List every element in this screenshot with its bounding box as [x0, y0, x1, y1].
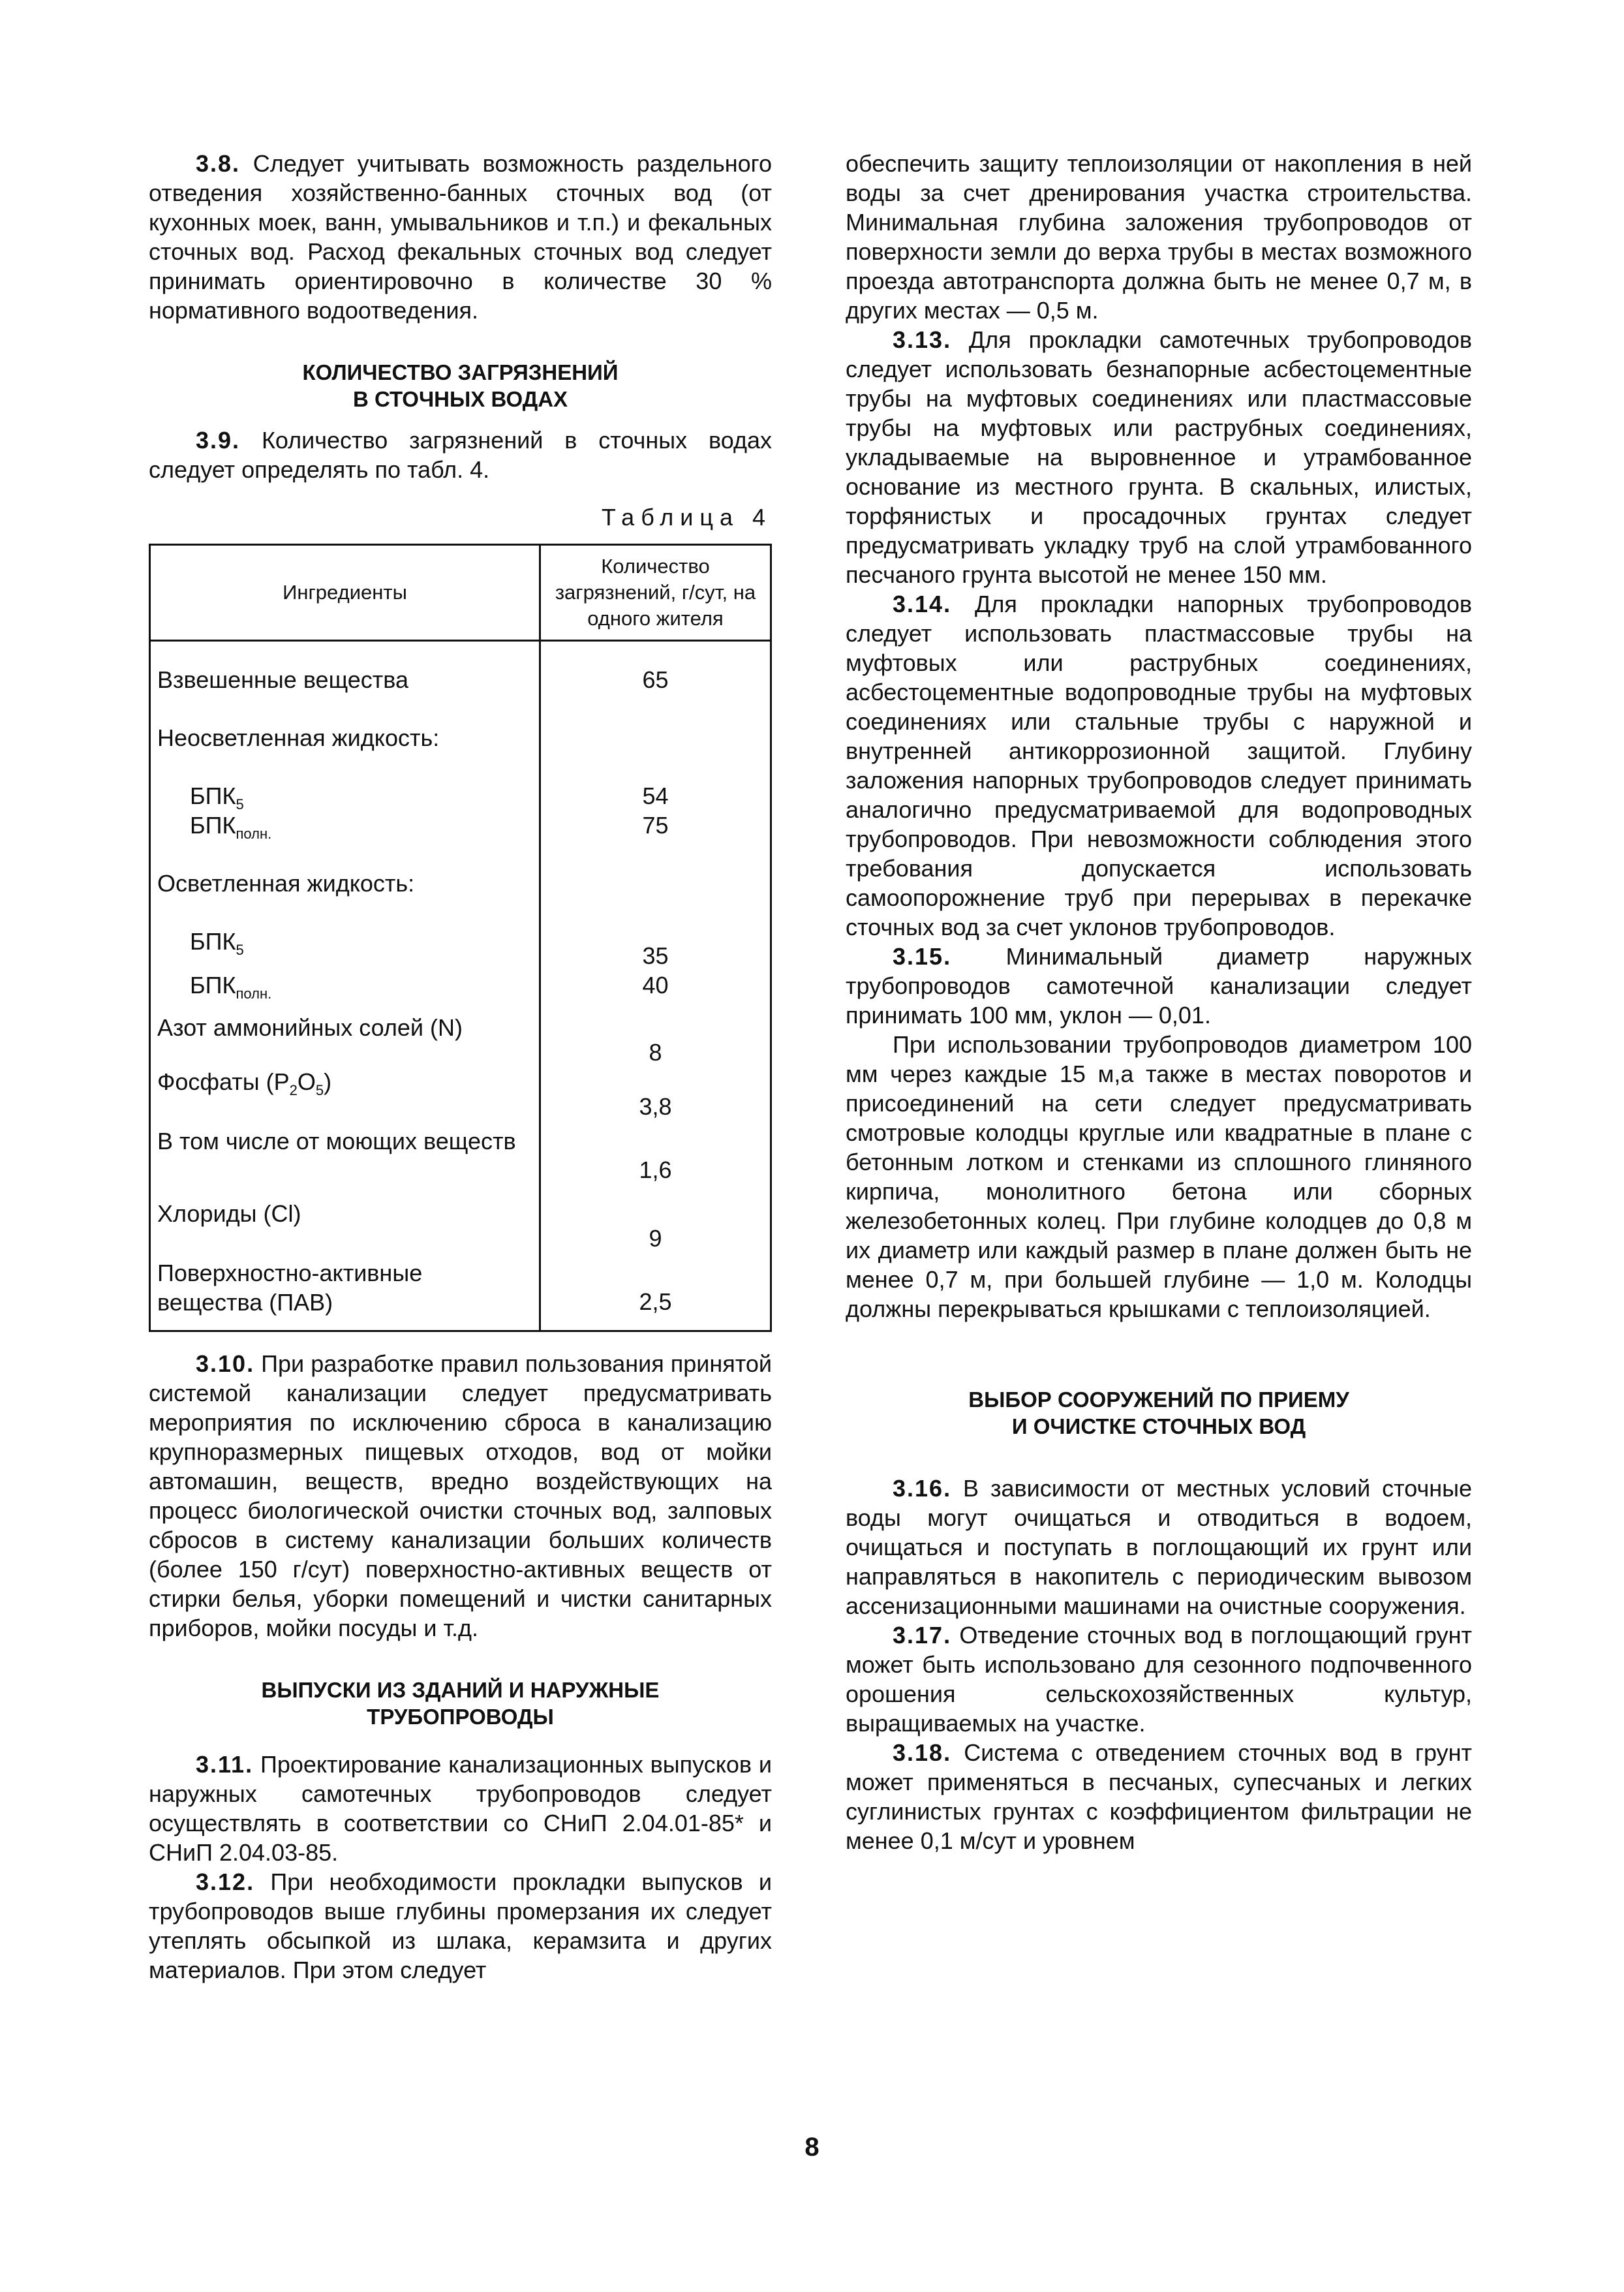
row-value: 9 [540, 1185, 771, 1253]
row-label: В том числе от моющих веществ [157, 1128, 516, 1154]
row-value: 8 [540, 1013, 771, 1067]
paragraph-3-15-b: При использовании трубопроводов диаметром 100 мм через каждые 15 м,а также в местах поворотов и присоединений на сети следует предусматривать смотровые колодцы круглые или квадратные в плане с бетонным лотком и стенками из сплошного глиняного кирпича, монолитного бетона или сборных железобетонных колец. При глубине колодцев до 0,8 м их диаметр или каждый размер в плане должен быть не менее 0,7 м, при большей глубине — 1,0 м. Колодцы должны перекрываться крышками с теплоизоляцией. [846, 1031, 1472, 1322]
clause-number: 3.12. [196, 1868, 255, 1895]
paragraph-text: Следует учитывать возможность раздельного отведения хозяйственно-банных сточных вод (от кухонных моек, ванн, умывальников и т.п.) и фекальных сточных вод. Расход фекальных сточных вод следует принимать ориентировочно в количестве 30 % нормативного водоотведения. [149, 150, 772, 324]
heading-line: КОЛИЧЕСТВО ЗАГРЯЗНЕНИЙ [302, 360, 619, 384]
heading-line: ВЫПУСКИ ИЗ ЗДАНИЙ И НАРУЖНЫЕ [261, 1678, 660, 1702]
paragraph-text: В зависимости от местных условий сточные воды могут очищаться и отводиться в водоем, очищаться и поступать в поглощающий их грунт или направляться в накопитель с периодическим вывозом ассенизационными машинами на очистные сооружения. [846, 1475, 1472, 1619]
left-column [149, 149, 772, 1985]
section-heading-facilities [846, 1386, 1472, 1440]
row-label: $БПК_5$ [190, 782, 244, 813]
paragraph-text: Система с отведением сточных вод в грунт может применяться в песчаных, супесчаных и легких суглинистых грунтах с коэффициентом фильтрации не менее 0,1 м/сут и уровнем [846, 1739, 1472, 1854]
table-row [150, 869, 771, 898]
table-4 [149, 544, 772, 1332]
table-row [150, 641, 771, 695]
heading-line: И ОЧИСТКЕ СТОЧНЫХ ВОД [1011, 1414, 1306, 1438]
paragraph-text: Для прокладки напорных трубопроводов следует использовать пластмассовые трубы на муфтовых или раструбных соединениях, асбестоцементные водопроводные трубы на муфтовых соединениях или стальные трубы с наружной и внутренней антикоррозионной защитой. Глубину заложения напорных трубопроводов следует принимать аналогично предусматриваемой для водопроводных трубопроводов. При невозможности соблюдения этого требования допускается использовать самоопорожнение труб при перерывах в перекачке сточных вод за счет уклонов трубопроводов. [846, 591, 1472, 940]
paragraph-3-12-continued: обеспечить защиту теплоизоляции от накопления в ней воды за счет дренирования участка строительства. Минимальная глубина заложения трубопроводов от поверхности земли до верха трубы в местах возможного проезда автотранспорта должна быть не менее 0,7 м, в других местах — 0,5 м. [846, 150, 1472, 324]
clause-number: 3.13. [893, 326, 952, 353]
clause-number: 3.17. [893, 1622, 952, 1649]
page-number: 8 [804, 2133, 820, 2161]
header-quantity: Количество загрязнений, г/сут, на одного жителя [540, 545, 771, 641]
clause-number: 3.18. [893, 1739, 952, 1766]
paragraph-3-17 [846, 1620, 1472, 1738]
row-label: Поверхностно-активные вещества (ПАВ) [157, 1260, 423, 1316]
table-row [150, 970, 771, 1000]
paragraph-text: Минимальный диаметр наружных трубопроводов самотечной канализации следует принимать 100 мм, уклон — 0,01. [846, 943, 1472, 1029]
table-row [150, 1253, 771, 1331]
paragraph-text: Количество загрязнений в сточных водах следует определять по табл. 4. [149, 427, 772, 483]
right-column [846, 149, 1472, 1855]
table-caption: Таблица 4 [601, 504, 772, 531]
row-label: Неосветленная жидкость: [157, 724, 440, 751]
row-label: $БПК_5$ [190, 928, 244, 958]
row-label: Хлориды (Cl) [157, 1200, 301, 1227]
table-row [150, 927, 771, 970]
row-value: 54 [540, 781, 771, 811]
row-label: Взвешенные вещества [157, 666, 409, 693]
table-row [150, 723, 771, 752]
clause-number: 3.16. [893, 1475, 952, 1502]
clause-number: 3.15. [893, 943, 952, 970]
row-label: $БПК_{полн.}$ [190, 812, 272, 842]
row-label: Азот аммонийных солей (N) [157, 1014, 463, 1041]
paragraph-text: Для прокладки самотечных трубопроводов следует использовать безнапорные асбестоцементные трубы на муфтовых соединениях или пластмассовые трубы на муфтовых или раструбных соединениях, укладываемые на выровненное и утрамбованное основание из местного грунта. В скальных, илистых, торфянистых и просадочных грунтах следует предусматривать укладку труб на слой утрамбованного песчаного грунта высотой не менее 150 мм. [846, 326, 1472, 588]
section-heading-pollutants [149, 359, 772, 412]
paragraph-3-14 [846, 589, 1472, 942]
table-row [150, 1185, 771, 1253]
table-header-row [150, 545, 771, 641]
row-value: 35 [540, 927, 771, 970]
paragraph-3-15 [846, 942, 1472, 1030]
clause-number: 3.10. [196, 1350, 255, 1377]
paragraph-3-9 [149, 426, 772, 484]
table-row [150, 781, 771, 811]
row-label: Фосфаты $(P_2O_5)$ [157, 1068, 332, 1098]
row-value: 40 [540, 970, 771, 1000]
row-label: $БПК_{полн.}$ [190, 972, 272, 1002]
row-label: Осветленная жидкость: [157, 870, 415, 897]
paragraph-3-18 [846, 1738, 1472, 1855]
paragraph-3-10 [149, 1349, 772, 1643]
clause-number: 3.8. [196, 150, 241, 177]
paragraph-text: При разработке правил пользования принятой системой канализации следует предусматривать мероприятия по исключению сброса в канализацию крупноразмерных пищевых отходов, вод от мойки автомашин, веществ, вредно воздействующих на процесс биологической очистки сточных вод, залповых сбросов в систему канализации больших количеств (более 150 г/сут) поверхностно-активных веществ от стирки белья, уборки помещений и чистки санитарных приборов, мойки посуды и т.д. [149, 1350, 772, 1641]
heading-line: ТРУБОПРОВОДЫ [367, 1705, 554, 1729]
row-value: 75 [540, 811, 771, 840]
paragraph-text: Отведение сточных вод в поглощающий грунт может быть использовано для сезонного подпочвенного орошения сельскохозяйственных культур, выращиваемых на участке. [846, 1622, 1472, 1737]
heading-line: В СТОЧНЫХ ВОДАХ [352, 387, 568, 411]
paragraph-3-11 [149, 1750, 772, 1867]
clause-number: 3.14. [893, 591, 952, 617]
row-value: 2,5 [540, 1253, 771, 1331]
clause-number: 3.11. [196, 1751, 254, 1778]
row-value: 3,8 [540, 1067, 771, 1121]
paragraph-text: Проектирование канализационных выпусков и наружных самотечных трубопроводов следует осуществлять в соответствии со СНиП 2.04.01-85* и СНиП 2.04.03-85. [149, 1751, 772, 1866]
paragraph-3-13 [846, 325, 1472, 589]
table-row [150, 1067, 771, 1121]
section-heading-outlets [149, 1677, 772, 1730]
row-value: 65 [540, 641, 771, 695]
paragraph-3-8 [149, 149, 772, 325]
paragraph-3-12 [149, 1867, 772, 1985]
row-value: 1,6 [540, 1121, 771, 1185]
table-row [150, 1121, 771, 1185]
table-row [150, 1013, 771, 1067]
clause-number: 3.9. [196, 427, 241, 454]
paragraph-3-16 [846, 1474, 1472, 1620]
table-row [150, 811, 771, 840]
heading-line: ВЫБОР СООРУЖЕНИЙ ПО ПРИЕМУ [968, 1387, 1349, 1412]
paragraph-text: При необходимости прокладки выпусков и трубопроводов выше глубины промерзания их следует утеплять обсыпкой из шлака, керамзита и других материалов. При этом следует [149, 1868, 772, 1983]
header-ingredients: Ингредиенты [150, 545, 540, 641]
